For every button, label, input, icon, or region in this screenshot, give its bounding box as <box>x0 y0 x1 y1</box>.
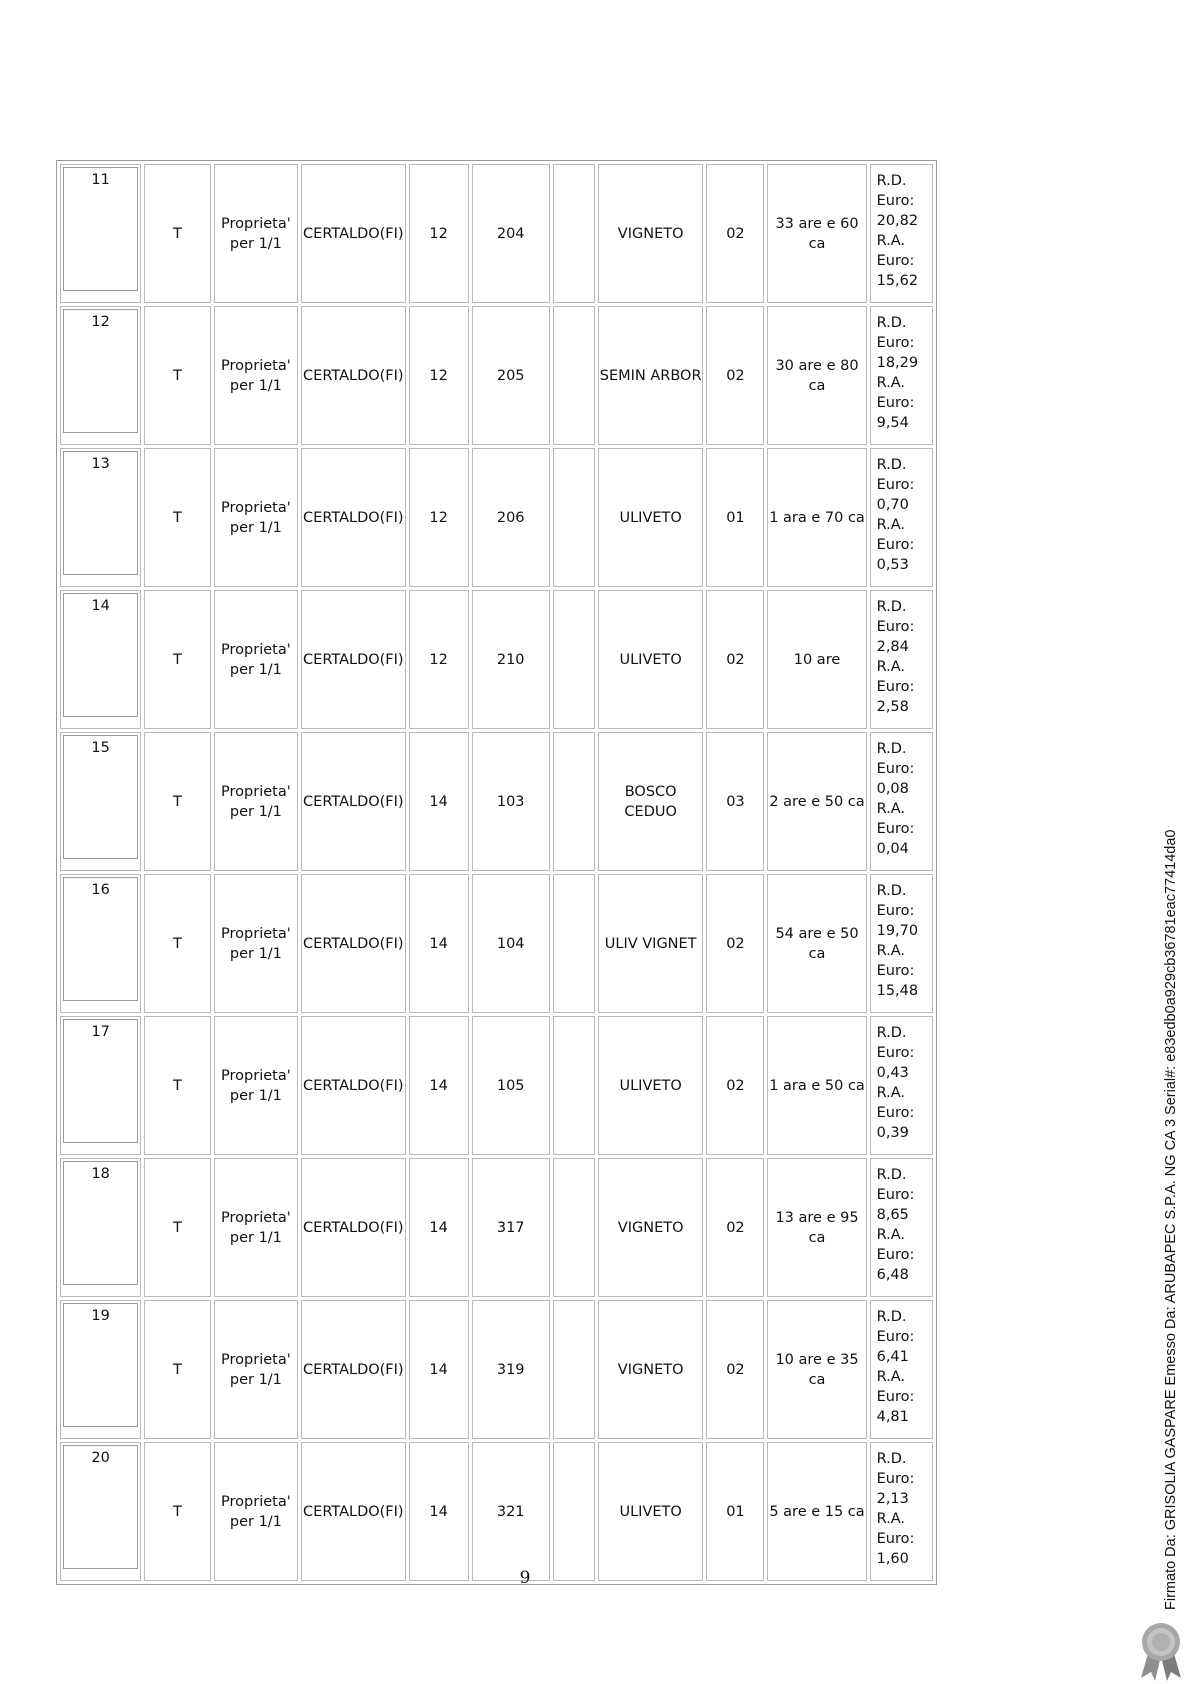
subalterno-cell <box>553 590 595 729</box>
rendita-line: 1,60 <box>876 1551 909 1567</box>
rendita-line: Euro: <box>876 1187 915 1203</box>
rendita-line: R.D. <box>876 457 907 473</box>
row-number-cell <box>60 164 141 303</box>
qualita-cell: ULIVETO <box>598 448 704 587</box>
tipo-cell: T <box>144 164 210 303</box>
comune-cell: CERTALDO(FI) <box>301 306 405 445</box>
rendita-line: 18,29 <box>876 355 919 371</box>
superficie-cell: 33 are e 60 ca <box>767 164 866 303</box>
rendita-line: Euro: <box>876 821 915 837</box>
rendita-line: 19,70 <box>876 923 919 939</box>
row-number-cell <box>60 1016 141 1155</box>
rendita-line: 15,48 <box>876 983 919 999</box>
tipo-cell: T <box>144 590 210 729</box>
comune-cell: CERTALDO(FI) <box>301 1158 405 1297</box>
row-number-cell <box>60 1300 141 1439</box>
comune-cell: CERTALDO(FI) <box>301 874 405 1013</box>
row-number-cell <box>60 1158 141 1297</box>
rendita-line: 2,84 <box>876 639 909 655</box>
rendita-line: R.D. <box>876 1451 907 1467</box>
row-number-cell <box>60 874 141 1013</box>
comune-cell: CERTALDO(FI) <box>301 1300 405 1439</box>
row-number: 20 <box>63 1445 138 1569</box>
rendita-line: 0,70 <box>876 497 909 513</box>
rendita-line: 4,81 <box>876 1409 909 1425</box>
rendita-cell <box>870 590 933 729</box>
comune-cell: CERTALDO(FI) <box>301 1442 405 1581</box>
table-row <box>60 590 933 729</box>
rendita-line: 6,41 <box>876 1349 909 1365</box>
rendita-cell <box>870 732 933 871</box>
rendita-cell <box>870 1442 933 1581</box>
foglio-cell: 14 <box>409 1158 469 1297</box>
rendita-cell <box>870 1158 933 1297</box>
rendita-line: Euro: <box>876 537 915 553</box>
tipo-cell: T <box>144 1300 210 1439</box>
classe-cell: 02 <box>706 306 764 445</box>
diritto-cell: Proprieta' per 1/1 <box>214 306 298 445</box>
particella-cell: 105 <box>472 1016 550 1155</box>
foglio-cell: 12 <box>409 306 469 445</box>
qualita-cell: VIGNETO <box>598 164 704 303</box>
diritto-cell: Proprieta' per 1/1 <box>214 1016 298 1155</box>
diritto-cell: Proprieta' per 1/1 <box>214 164 298 303</box>
particella-cell: 204 <box>472 164 550 303</box>
particella-cell: 319 <box>472 1300 550 1439</box>
particella-cell: 103 <box>472 732 550 871</box>
foglio-cell: 12 <box>409 448 469 587</box>
row-number: 19 <box>63 1303 138 1427</box>
qualita-cell: BOSCO CEDUO <box>598 732 704 871</box>
subalterno-cell <box>553 306 595 445</box>
diritto-cell: Proprieta' per 1/1 <box>214 1442 298 1581</box>
classe-cell: 03 <box>706 732 764 871</box>
rendita-line: R.D. <box>876 1025 907 1041</box>
rendita-line: 20,82 <box>876 213 919 229</box>
superficie-cell: 10 are <box>767 590 866 729</box>
subalterno-cell <box>553 1300 595 1439</box>
particella-cell: 104 <box>472 874 550 1013</box>
comune-cell: CERTALDO(FI) <box>301 164 405 303</box>
superficie-cell: 54 are e 50 ca <box>767 874 866 1013</box>
table-row <box>60 1158 933 1297</box>
subalterno-cell <box>553 1442 595 1581</box>
rendita-line: 9,54 <box>876 415 909 431</box>
superficie-cell: 1 ara e 50 ca <box>767 1016 866 1155</box>
tipo-cell: T <box>144 1158 210 1297</box>
rendita-line: Euro: <box>876 903 915 919</box>
rendita-line: 0,53 <box>876 557 909 573</box>
rendita-line: 0,39 <box>876 1125 909 1141</box>
rendita-line: R.A. <box>876 375 906 391</box>
rendita-cell <box>870 1300 933 1439</box>
comune-cell: CERTALDO(FI) <box>301 448 405 587</box>
row-number-cell <box>60 448 141 587</box>
rendita-line: 15,62 <box>876 273 919 289</box>
classe-cell: 02 <box>706 164 764 303</box>
rendita-line: Euro: <box>876 477 915 493</box>
rendita-line: 0,43 <box>876 1065 909 1081</box>
row-number: 13 <box>63 451 138 575</box>
qualita-cell: VIGNETO <box>598 1158 704 1297</box>
row-number-cell <box>60 306 141 445</box>
diritto-cell: Proprieta' per 1/1 <box>214 732 298 871</box>
qualita-cell: ULIVETO <box>598 1442 704 1581</box>
subalterno-cell <box>553 1158 595 1297</box>
rendita-cell <box>870 306 933 445</box>
rendita-line: Euro: <box>876 395 915 411</box>
foglio-cell: 12 <box>409 164 469 303</box>
rendita-cell <box>870 448 933 587</box>
table-row <box>60 164 933 303</box>
rendita-line: R.D. <box>876 741 907 757</box>
rendita-cell <box>870 164 933 303</box>
tipo-cell: T <box>144 732 210 871</box>
classe-cell: 02 <box>706 590 764 729</box>
subalterno-cell <box>553 448 595 587</box>
row-number: 18 <box>63 1161 138 1285</box>
foglio-cell: 14 <box>409 874 469 1013</box>
table-row <box>60 732 933 871</box>
table-row <box>60 1016 933 1155</box>
particella-cell: 321 <box>472 1442 550 1581</box>
row-number-cell <box>60 590 141 729</box>
rendita-line: R.A. <box>876 1511 906 1527</box>
superficie-cell: 10 are e 35 ca <box>767 1300 866 1439</box>
rendita-line: Euro: <box>876 193 915 209</box>
rendita-line: 6,48 <box>876 1267 909 1283</box>
rendita-line: R.A. <box>876 1369 906 1385</box>
rendita-line: R.A. <box>876 943 906 959</box>
table-row <box>60 1442 933 1581</box>
tipo-cell: T <box>144 448 210 587</box>
superficie-cell: 5 are e 15 ca <box>767 1442 866 1581</box>
qualita-cell: ULIV VIGNET <box>598 874 704 1013</box>
rendita-line: Euro: <box>876 253 915 269</box>
rendita-line: Euro: <box>876 1389 915 1405</box>
table-row <box>60 306 933 445</box>
comune-cell: CERTALDO(FI) <box>301 590 405 729</box>
rendita-line: 0,04 <box>876 841 909 857</box>
classe-cell: 02 <box>706 1158 764 1297</box>
diritto-cell: Proprieta' per 1/1 <box>214 1300 298 1439</box>
rendita-line: R.A. <box>876 233 906 249</box>
subalterno-cell <box>553 732 595 871</box>
rendita-line: R.D. <box>876 315 907 331</box>
particella-cell: 205 <box>472 306 550 445</box>
rendita-line: R.D. <box>876 1167 907 1183</box>
rendita-line: Euro: <box>876 679 915 695</box>
superficie-cell: 2 are e 50 ca <box>767 732 866 871</box>
qualita-cell: VIGNETO <box>598 1300 704 1439</box>
rendita-line: R.D. <box>876 173 907 189</box>
qualita-cell: ULIVETO <box>598 1016 704 1155</box>
row-number: 16 <box>63 877 138 1001</box>
rendita-line: R.D. <box>876 883 907 899</box>
digital-signature-text: Firmato Da: GRISOLIA GASPARE Emesso Da: ARUBAPEC S.P.A. NG CA 3 Serial#: e83edb0a929cb36781eac77414da0 <box>1163 829 1179 1610</box>
subalterno-cell <box>553 874 595 1013</box>
table-row <box>60 874 933 1013</box>
page-number: 9 <box>519 1568 531 1588</box>
particella-cell: 317 <box>472 1158 550 1297</box>
rendita-line: R.A. <box>876 1227 906 1243</box>
particella-cell: 210 <box>472 590 550 729</box>
row-number: 12 <box>63 309 138 433</box>
rendita-line: Euro: <box>876 963 915 979</box>
classe-cell: 02 <box>706 874 764 1013</box>
parcel-table-body <box>60 164 933 1581</box>
rendita-line: Euro: <box>876 1105 915 1121</box>
rendita-line: Euro: <box>876 335 915 351</box>
tipo-cell: T <box>144 306 210 445</box>
superficie-cell: 30 are e 80 ca <box>767 306 866 445</box>
rendita-line: R.D. <box>876 1309 907 1325</box>
classe-cell: 02 <box>706 1016 764 1155</box>
certification-seal-icon <box>1135 1620 1187 1682</box>
foglio-cell: 14 <box>409 1300 469 1439</box>
parcel-table <box>56 160 937 1585</box>
tipo-cell: T <box>144 874 210 1013</box>
subalterno-cell <box>553 1016 595 1155</box>
classe-cell: 01 <box>706 448 764 587</box>
rendita-line: Euro: <box>876 1247 915 1263</box>
rendita-line: R.A. <box>876 801 906 817</box>
comune-cell: CERTALDO(FI) <box>301 732 405 871</box>
rendita-line: 0,08 <box>876 781 909 797</box>
rendita-line: Euro: <box>876 761 915 777</box>
tipo-cell: T <box>144 1016 210 1155</box>
rendita-line: R.A. <box>876 517 906 533</box>
row-number: 14 <box>63 593 138 717</box>
particella-cell: 206 <box>472 448 550 587</box>
rendita-line: R.A. <box>876 659 906 675</box>
diritto-cell: Proprieta' per 1/1 <box>214 1158 298 1297</box>
comune-cell: CERTALDO(FI) <box>301 1016 405 1155</box>
rendita-cell <box>870 874 933 1013</box>
rendita-line: R.D. <box>876 599 907 615</box>
qualita-cell: ULIVETO <box>598 590 704 729</box>
tipo-cell: T <box>144 1442 210 1581</box>
rendita-line: 8,65 <box>876 1207 909 1223</box>
classe-cell: 02 <box>706 1300 764 1439</box>
qualita-cell: SEMIN ARBOR <box>598 306 704 445</box>
subalterno-cell <box>553 164 595 303</box>
foglio-cell: 12 <box>409 590 469 729</box>
classe-cell: 01 <box>706 1442 764 1581</box>
diritto-cell: Proprieta' per 1/1 <box>214 874 298 1013</box>
row-number: 17 <box>63 1019 138 1143</box>
row-number-cell <box>60 1442 141 1581</box>
diritto-cell: Proprieta' per 1/1 <box>214 448 298 587</box>
rendita-line: Euro: <box>876 619 915 635</box>
row-number: 15 <box>63 735 138 859</box>
table-row <box>60 448 933 587</box>
rendita-cell <box>870 1016 933 1155</box>
row-number-cell <box>60 732 141 871</box>
row-number: 11 <box>63 167 138 291</box>
superficie-cell: 13 are e 95 ca <box>767 1158 866 1297</box>
rendita-line: Euro: <box>876 1045 915 1061</box>
superficie-cell: 1 ara e 70 ca <box>767 448 866 587</box>
diritto-cell: Proprieta' per 1/1 <box>214 590 298 729</box>
foglio-cell: 14 <box>409 1016 469 1155</box>
rendita-line: R.A. <box>876 1085 906 1101</box>
table-row <box>60 1300 933 1439</box>
rendita-line: Euro: <box>876 1329 915 1345</box>
rendita-line: Euro: <box>876 1531 915 1547</box>
rendita-line: 2,13 <box>876 1491 909 1507</box>
foglio-cell: 14 <box>409 1442 469 1581</box>
foglio-cell: 14 <box>409 732 469 871</box>
rendita-line: 2,58 <box>876 699 909 715</box>
rendita-line: Euro: <box>876 1471 915 1487</box>
